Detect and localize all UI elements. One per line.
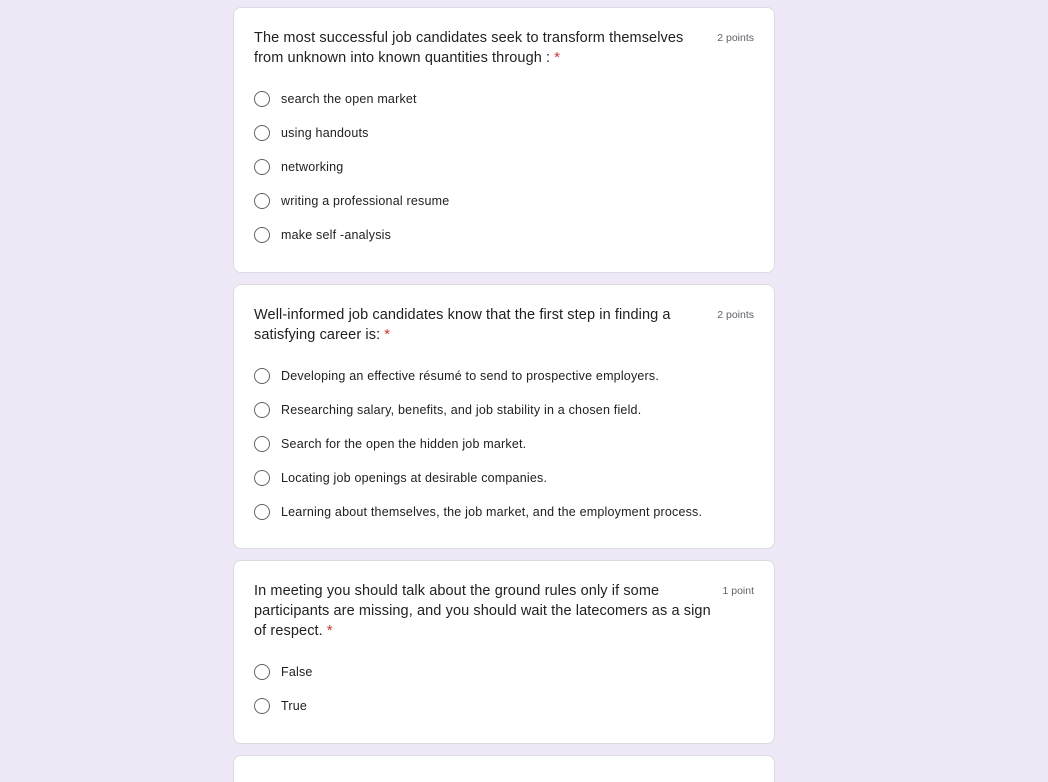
- options-group: [254, 82, 754, 252]
- radio-button[interactable]: [254, 125, 270, 141]
- option-using-handouts[interactable]: [254, 116, 754, 150]
- options-group: [254, 359, 754, 529]
- radio-button[interactable]: [254, 436, 270, 452]
- option-label: Locating job openings at desirable companies.: [281, 471, 548, 485]
- question-card-4-partial: [233, 755, 775, 782]
- question-header: [254, 305, 754, 345]
- required-asterisk: *: [384, 327, 390, 343]
- option-label: False: [281, 665, 313, 679]
- option-label: True: [281, 699, 308, 713]
- question-card-2: [233, 284, 775, 549]
- radio-button[interactable]: [254, 91, 270, 107]
- radio-button[interactable]: [254, 368, 270, 384]
- radio-button[interactable]: [254, 227, 270, 243]
- option-locating-openings[interactable]: [254, 461, 754, 495]
- radio-button[interactable]: [254, 402, 270, 418]
- option-label: networking: [281, 160, 344, 174]
- option-label: Developing an effective résumé to send to prospective employers.: [281, 369, 660, 383]
- option-writing-resume[interactable]: [254, 184, 754, 218]
- question-header: [254, 28, 754, 68]
- options-group: [254, 655, 754, 723]
- question-title: In meeting you should talk about the ground rules only if some participants are missing, and you should wait the latecomers as a sign of respect. *: [254, 583, 711, 639]
- option-label: make self -analysis: [281, 228, 392, 242]
- points-label: 1 point: [722, 585, 754, 597]
- radio-button[interactable]: [254, 698, 270, 714]
- option-hidden-job-market[interactable]: [254, 427, 754, 461]
- question-title: Well-informed job candidates know that the first step in finding a satisfying career is: *: [254, 307, 671, 343]
- option-researching-salary[interactable]: [254, 393, 754, 427]
- option-search-open-market[interactable]: [254, 82, 754, 116]
- radio-button[interactable]: [254, 193, 270, 209]
- required-asterisk: *: [326, 623, 333, 639]
- option-label: Learning about themselves, the job market, and the employment process.: [281, 505, 703, 519]
- radio-button[interactable]: [254, 664, 270, 680]
- points-label: 2 points: [717, 309, 754, 321]
- option-false[interactable]: [254, 655, 754, 689]
- option-label: Search for the open the hidden job market.: [281, 437, 527, 451]
- question-card-3: [233, 560, 775, 744]
- option-true[interactable]: [254, 689, 754, 723]
- option-label: Researching salary, benefits, and job stability in a chosen field.: [281, 403, 642, 417]
- question-title: The most successful job candidates seek to transform themselves from unknown into known quantities through : *: [254, 30, 684, 66]
- option-networking[interactable]: [254, 150, 754, 184]
- option-label: writing a professional resume: [281, 194, 450, 208]
- radio-button[interactable]: [254, 504, 270, 520]
- option-learning-about-themselves[interactable]: [254, 495, 754, 529]
- option-label: using handouts: [281, 126, 369, 140]
- radio-button[interactable]: [254, 470, 270, 486]
- radio-button[interactable]: [254, 159, 270, 175]
- option-developing-resume[interactable]: [254, 359, 754, 393]
- question-header: [254, 581, 754, 641]
- question-card-1: [233, 7, 775, 273]
- option-label: search the open market: [281, 92, 417, 106]
- option-self-analysis[interactable]: [254, 218, 754, 252]
- points-label: 2 points: [717, 32, 754, 44]
- required-asterisk: *: [554, 50, 560, 66]
